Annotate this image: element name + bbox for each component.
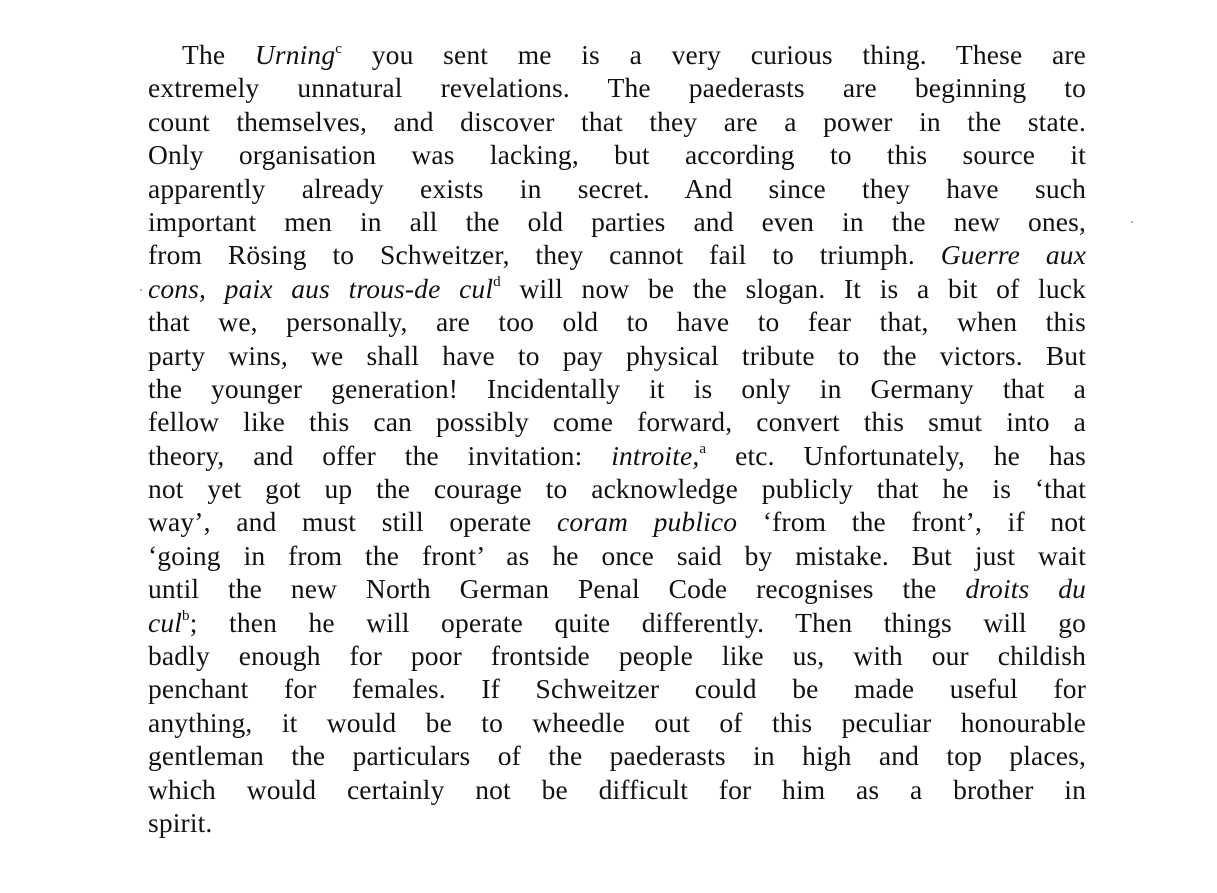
italic-phrase: cul (148, 606, 183, 638)
italic-phrase: cons, paix aus trous-de cul (148, 272, 494, 304)
text-run: ; then he will operate quite differently. Then things will go (189, 606, 1086, 638)
text-line (148, 205, 1086, 238)
text-run: penchant for females. If Schweitzer could be made useful for (148, 673, 1086, 705)
text-run: ‘going in from the front’ as he once said by mistake. But just wait (148, 539, 1086, 571)
text-run: fellow like this can possibly come forward, convert this smut into a (148, 406, 1086, 438)
italic-phrase: introite, (611, 439, 700, 471)
text-run: badly enough for poor frontside people like us, with our childish (148, 640, 1086, 672)
footnote-marker: d (493, 274, 501, 291)
scan-speck (1131, 221, 1133, 223)
text-line (148, 472, 1086, 505)
text-run: gentleman the particulars of the paederasts in high and top places, (148, 740, 1086, 772)
text-run: party wins, we shall have to pay physical tribute to the victors. But (148, 339, 1086, 371)
footnote-marker: a (699, 441, 707, 458)
letter-paragraph (148, 38, 1086, 839)
text-line (148, 238, 1086, 271)
italic-phrase: Urning (254, 39, 336, 70)
text-line (148, 305, 1086, 338)
footnote-marker: b (182, 608, 190, 625)
text-run: from Rösing to Schweitzer, they cannot fail to triumph. (148, 239, 941, 271)
text-line (148, 172, 1086, 205)
text-run: will now be the slogan. It is a bit of luck (500, 272, 1086, 304)
text-run: the younger generation! Incidentally it is only in Germany that a (148, 372, 1086, 404)
text-run: extremely unnatural revelations. The paederasts are beginning to (148, 72, 1086, 104)
text-line (148, 71, 1086, 104)
text-line (148, 539, 1086, 572)
text-run: which would certainly not be difficult for him as a brother in (148, 773, 1086, 805)
italic-phrase: coram publico (556, 506, 738, 538)
text-run: apparently already exists in secret. And since they have such (148, 172, 1086, 204)
text-line (148, 138, 1086, 171)
text-line (148, 339, 1086, 372)
text-run: you sent me is a very curious thing. These are (342, 39, 1086, 70)
text-run: The (182, 39, 255, 70)
text-run: theory, and offer the invitation: (148, 439, 612, 471)
text-run: etc. Unfortunately, he has (706, 439, 1086, 471)
text-line (148, 773, 1086, 806)
italic-phrase: droits du (965, 573, 1086, 605)
text-line (148, 806, 1086, 839)
text-line (148, 38, 1086, 71)
text-run: until the new North German Penal Code recognises the (148, 573, 966, 605)
footnote-marker: c (335, 40, 343, 57)
text-line (148, 706, 1086, 739)
text-line (148, 505, 1086, 538)
text-run: not yet got up the courage to acknowledge publicly that he is ‘that (148, 473, 1086, 505)
text-run: count themselves, and discover that they are a power in the state. (148, 105, 1086, 137)
text-line (148, 439, 1086, 472)
text-run: way’, and must still operate (148, 506, 557, 538)
text-run: that we, personally, are too old to have to fear that, when this (148, 306, 1086, 338)
text-line (148, 739, 1086, 772)
text-line (148, 372, 1086, 405)
text-run: anything, it would be to wheedle out of this peculiar honourable (148, 706, 1086, 738)
italic-phrase: Guerre aux (940, 239, 1086, 271)
text-run: spirit. (148, 806, 213, 838)
text-line (148, 639, 1086, 672)
text-line (148, 105, 1086, 138)
text-line (148, 606, 1086, 639)
text-line (148, 272, 1086, 305)
text-line (148, 672, 1086, 705)
text-line (148, 405, 1086, 438)
text-run: important men in all the old parties and even in the new ones, (148, 205, 1086, 237)
text-line (148, 572, 1086, 605)
scan-speck (140, 289, 142, 291)
text-run: Only organisation was lacking, but according to this source it (148, 139, 1086, 171)
text-run: ‘from the front’, if not (737, 506, 1086, 538)
